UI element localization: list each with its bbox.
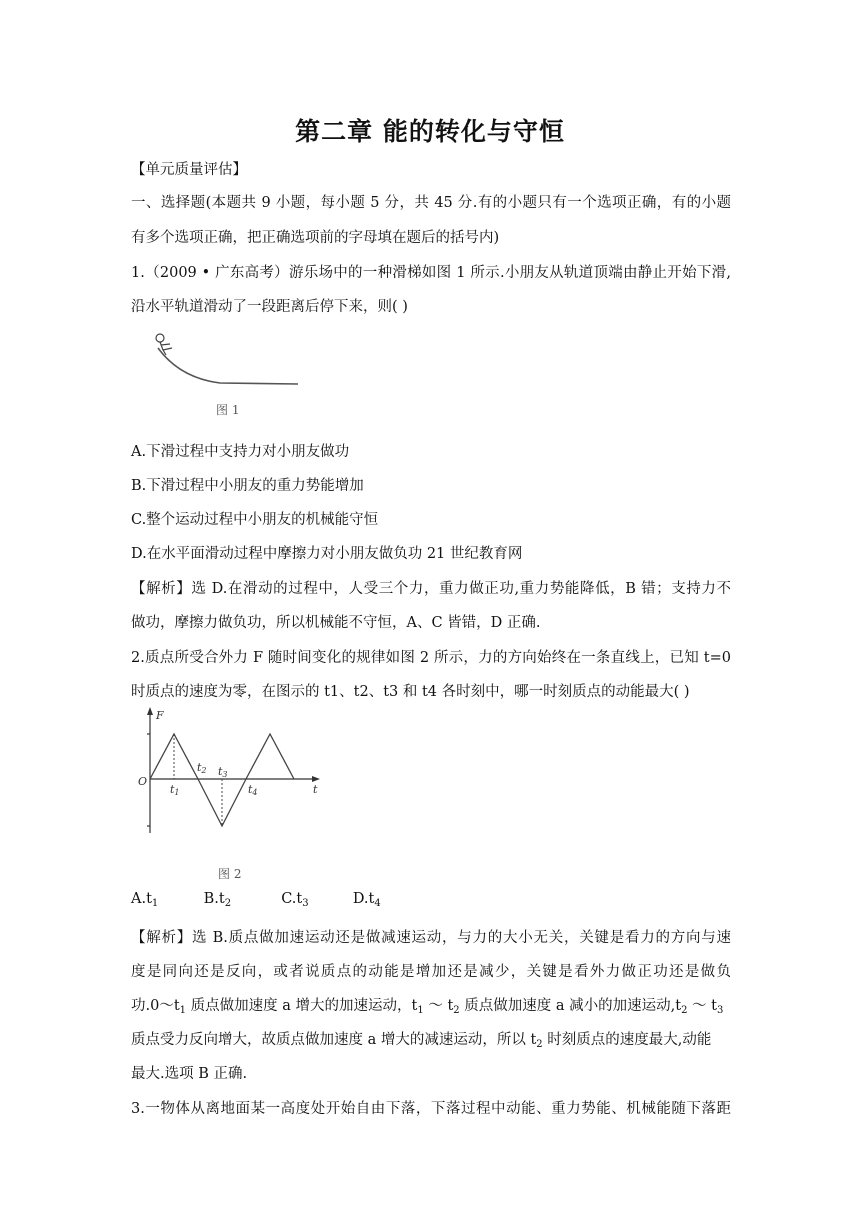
- graph-t3-label: t3: [218, 765, 228, 779]
- q2-analysis-line1: 【解析】选 B.质点做加速运动还是做减速运动，与力的大小无关，关键是看力的方向与速: [131, 930, 731, 946]
- section-label: 【单元质量评估】: [131, 162, 247, 178]
- q2-analysis-line3: 功$.0\sim t_1$ 质点做加速度 a 增大的加速运动，$t_1$ ～ $t_2$ 质点做加速度 a 减小的加速运动$,t_2$ ～ $t_3$: [131, 998, 724, 1016]
- q2-stem-line1: 2.质点所受合外力 F 随时间变化的规律如图 2 所示，力的方向始终在一条直线上，已知 t=0: [131, 650, 731, 666]
- slide-track: [158, 348, 298, 384]
- q1-option-c: C.整个运动过程中小朋友的机械能守恒: [131, 512, 379, 528]
- q2-option-b: $B.t_2$: [203, 891, 232, 909]
- q2-analysis-line2: 度是同向还是反向，或者说质点的动能是增加还是减少，关键是看外力做正功还是做负: [131, 964, 731, 980]
- graph-x-label: t: [313, 783, 318, 796]
- q2-options: [131, 891, 731, 909]
- q2-option-c: $C.t_3$: [281, 891, 309, 909]
- graph-y-label: F: [156, 709, 164, 722]
- q1-option-b: B.下滑过程中小朋友的重力势能增加: [131, 478, 364, 494]
- part1-instructions-line2: 有多个选项正确，把正确选项前的字母填在题后的括号内): [131, 230, 500, 246]
- q2-analysis-line4: 质点受力反向增大，故质点做加速度 a 增大的减速运动，所以 $t_2$ 时刻质点的速度最大,动能: [131, 1032, 712, 1050]
- q2-option-a: $A.t_1$: [131, 891, 159, 909]
- q2-option-d: $D.t_4$: [352, 891, 381, 909]
- q1-stem-line1: 1.（2009 • 广东高考）游乐场中的一种滑梯如图 1 所示.小朋友从轨道顶端由静止开始下滑,: [131, 265, 731, 281]
- figure-1-caption: 图 1: [216, 403, 240, 417]
- q1-option-d: D.在水平面滑动过程中摩擦力对小朋友做负功 21 世纪教育网: [131, 546, 523, 562]
- q2-stem-line2: 时质点的速度为零，在图示的 t1、t2、t3 和 t4 各时刻中，哪一时刻质点的动能最大( ): [131, 684, 690, 700]
- figure-2-caption: 图 2: [218, 867, 242, 881]
- graph-t4-label: t4: [248, 783, 258, 797]
- q1-analysis-line1: 【解析】选 D.在滑动的过程中，人受三个力，重力做正功,重力势能降低，B 错；支持力不: [131, 581, 731, 597]
- graph-t1-label: t1: [170, 783, 180, 797]
- x-axis-arrow: [312, 776, 320, 782]
- y-axis-arrow: [147, 707, 153, 715]
- chapter-title: 第二章 能的转化与守恒: [295, 117, 565, 146]
- q1-stem-line2: 沿水平轨道滑动了一段距离后停下来，则( ): [131, 299, 408, 315]
- q2-analysis-line5: 最大.选项 B 正确.: [131, 1066, 248, 1082]
- child-on-slide-icon: [156, 334, 172, 355]
- q1-option-a: A.下滑过程中支持力对小朋友做功: [131, 444, 350, 460]
- part1-instructions-line1: 一、选择题(本题共 9 小题，每小题 5 分，共 45 分.有的小题只有一个选项正确，有的小题: [131, 195, 731, 211]
- q1-analysis-line2: 做功，摩擦力做负功，所以机械能不守恒，A、C 皆错，D 正确.: [131, 615, 541, 631]
- figure-2-force-time-graph: [134, 705, 334, 855]
- graph-t2-label: t2: [197, 761, 207, 775]
- q3-stem-line1: 3.一物体从离地面某一高度处开始自由下落，下落过程中动能、重力势能、机械能随下落距: [131, 1101, 731, 1117]
- graph-origin-label: O: [138, 775, 148, 788]
